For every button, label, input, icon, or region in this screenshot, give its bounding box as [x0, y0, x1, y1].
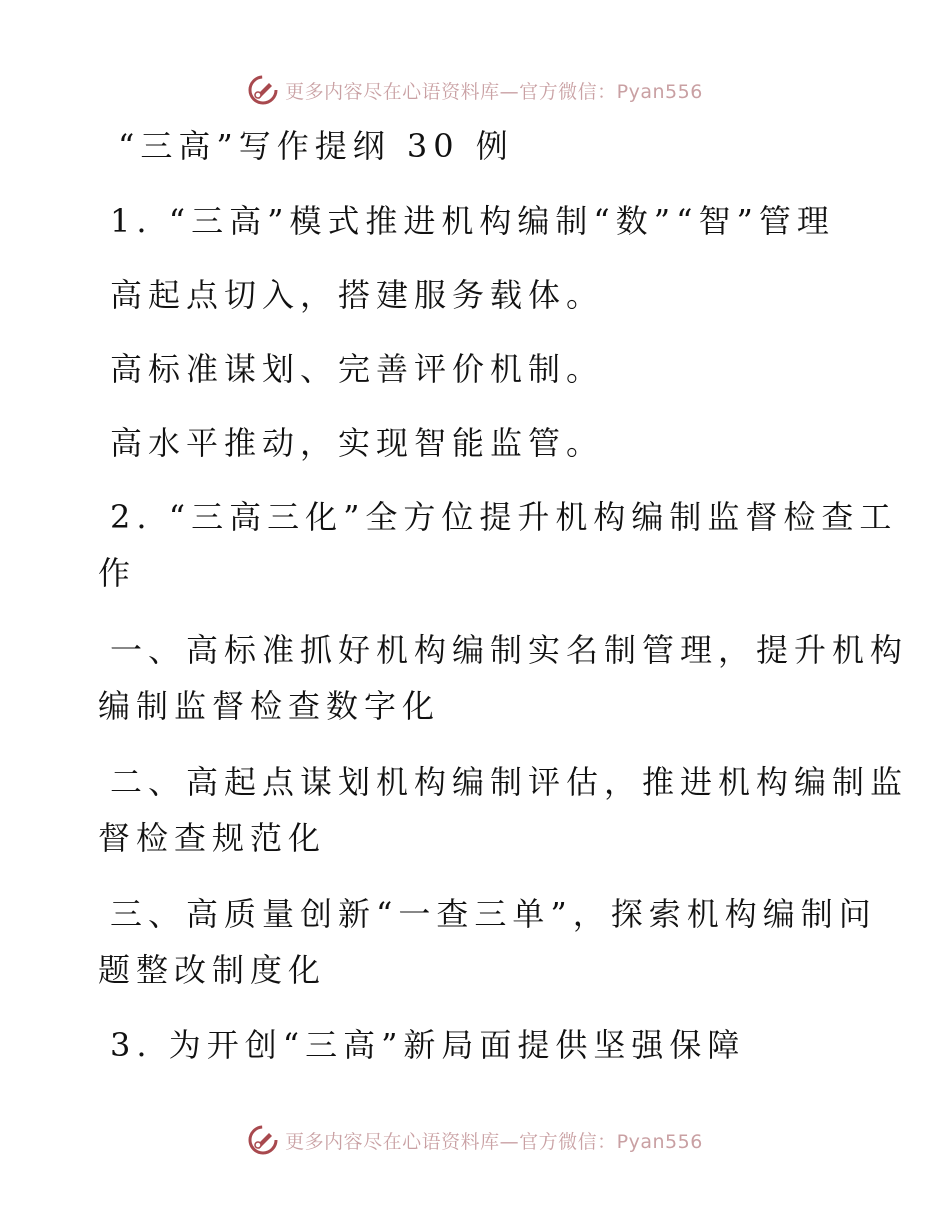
outline-line: 编制监督检查数字化 — [98, 687, 441, 725]
document-title: “三高”写作提纲 30 例 — [118, 127, 514, 165]
outline-line: 2. “三高三化”全方位提升机构编制监督检查工 — [110, 498, 898, 536]
header-watermark — [0, 70, 950, 110]
outline-line: 高水平推动，实现智能监管。 — [110, 424, 605, 462]
outline-line: 三、高质量创新“一查三单”，探索机构编制问 — [110, 895, 877, 933]
footer-watermark — [0, 1120, 950, 1160]
outline-line: 1. “三高”模式推进机构编制“数”“智”管理 — [110, 202, 835, 240]
watermark-text: 更多内容尽在心语资料库—官方微信：Pyan556 — [285, 1130, 703, 1153]
outline-line: 高起点切入，搭建服务载体。 — [110, 276, 605, 314]
outline-line: 作 — [98, 554, 137, 592]
watermark-text: 更多内容尽在心语资料库—官方微信：Pyan556 — [285, 80, 703, 103]
logo-icon — [247, 1124, 279, 1156]
outline-line: 一、高标准抓好机构编制实名制管理，提升机构 — [110, 631, 909, 669]
logo-icon — [247, 74, 279, 106]
outline-line: 高标准谋划、完善评价机制。 — [110, 350, 605, 388]
outline-line: 3. 为开创“三高”新局面提供坚强保障 — [110, 1026, 746, 1064]
outline-line: 督检查规范化 — [98, 819, 327, 857]
outline-line: 题整改制度化 — [98, 951, 327, 989]
outline-line: 二、高起点谋划机构编制评估，推进机构编制监 — [110, 763, 909, 801]
